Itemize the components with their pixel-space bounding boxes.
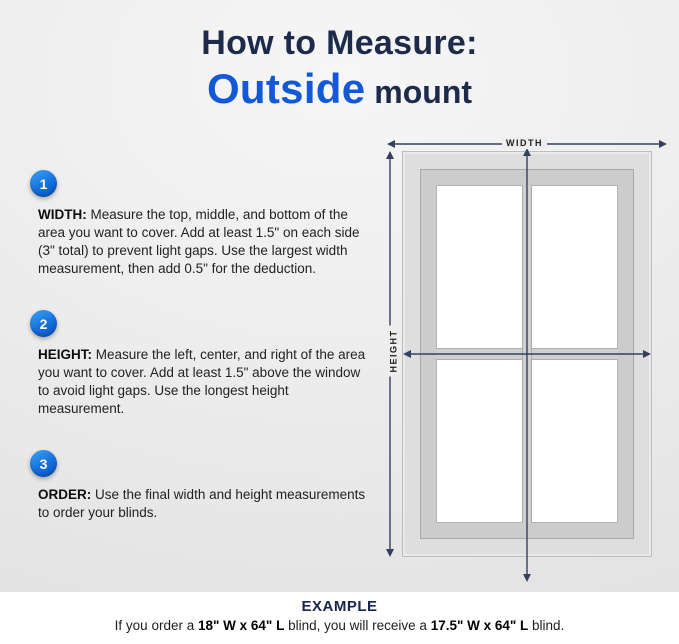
step-2-body: Measure the left, center, and right of the area you want to cover. Add at least 1.5" above the window to avoid light gaps. Use the longest height measurement. <box>38 347 366 416</box>
height-dimension-label: HEIGHT <box>388 325 400 376</box>
window-diagram <box>383 133 675 601</box>
width-dimension-label: WIDTH <box>502 137 547 149</box>
step-1-text <box>38 206 374 278</box>
example-heading: EXAMPLE <box>301 598 378 615</box>
title-accent-outside: Outside <box>206 65 366 112</box>
example-ordered-size: 18" W x 64" L <box>197 618 285 633</box>
step-3-label: ORDER: <box>38 487 92 502</box>
step-3-badge: 3 <box>30 450 57 477</box>
example-received-size: 17.5" W x 64" L <box>430 618 529 633</box>
example-middle: blind, you will receive a <box>288 618 427 633</box>
page-title <box>0 24 679 113</box>
step-1-body: Measure the top, middle, and bottom of the area you want to cover. Add at least 1.5" on each side (3" total) to prevent light gaps. Use the largest width measurement, then add 0.5" for the deduction. <box>38 207 360 276</box>
step-3-text <box>38 486 374 522</box>
dimension-lines <box>383 133 675 601</box>
step-2-label: HEIGHT: <box>38 347 92 362</box>
step-2-badge: 2 <box>30 310 57 337</box>
step-1-badge: 1 <box>30 170 57 197</box>
step-1-label: WIDTH: <box>38 207 87 222</box>
step-3-body: Use the final width and height measurements to order your blinds. <box>38 487 366 520</box>
title-mount: mount <box>374 74 473 110</box>
example-line <box>0 618 679 633</box>
example-suffix: blind. <box>532 618 565 633</box>
title-line-2 <box>0 65 679 113</box>
title-line-1: How to Measure: <box>201 24 478 62</box>
example-bar <box>0 592 679 644</box>
example-prefix: If you order a <box>114 618 195 633</box>
step-2-text <box>38 346 374 418</box>
